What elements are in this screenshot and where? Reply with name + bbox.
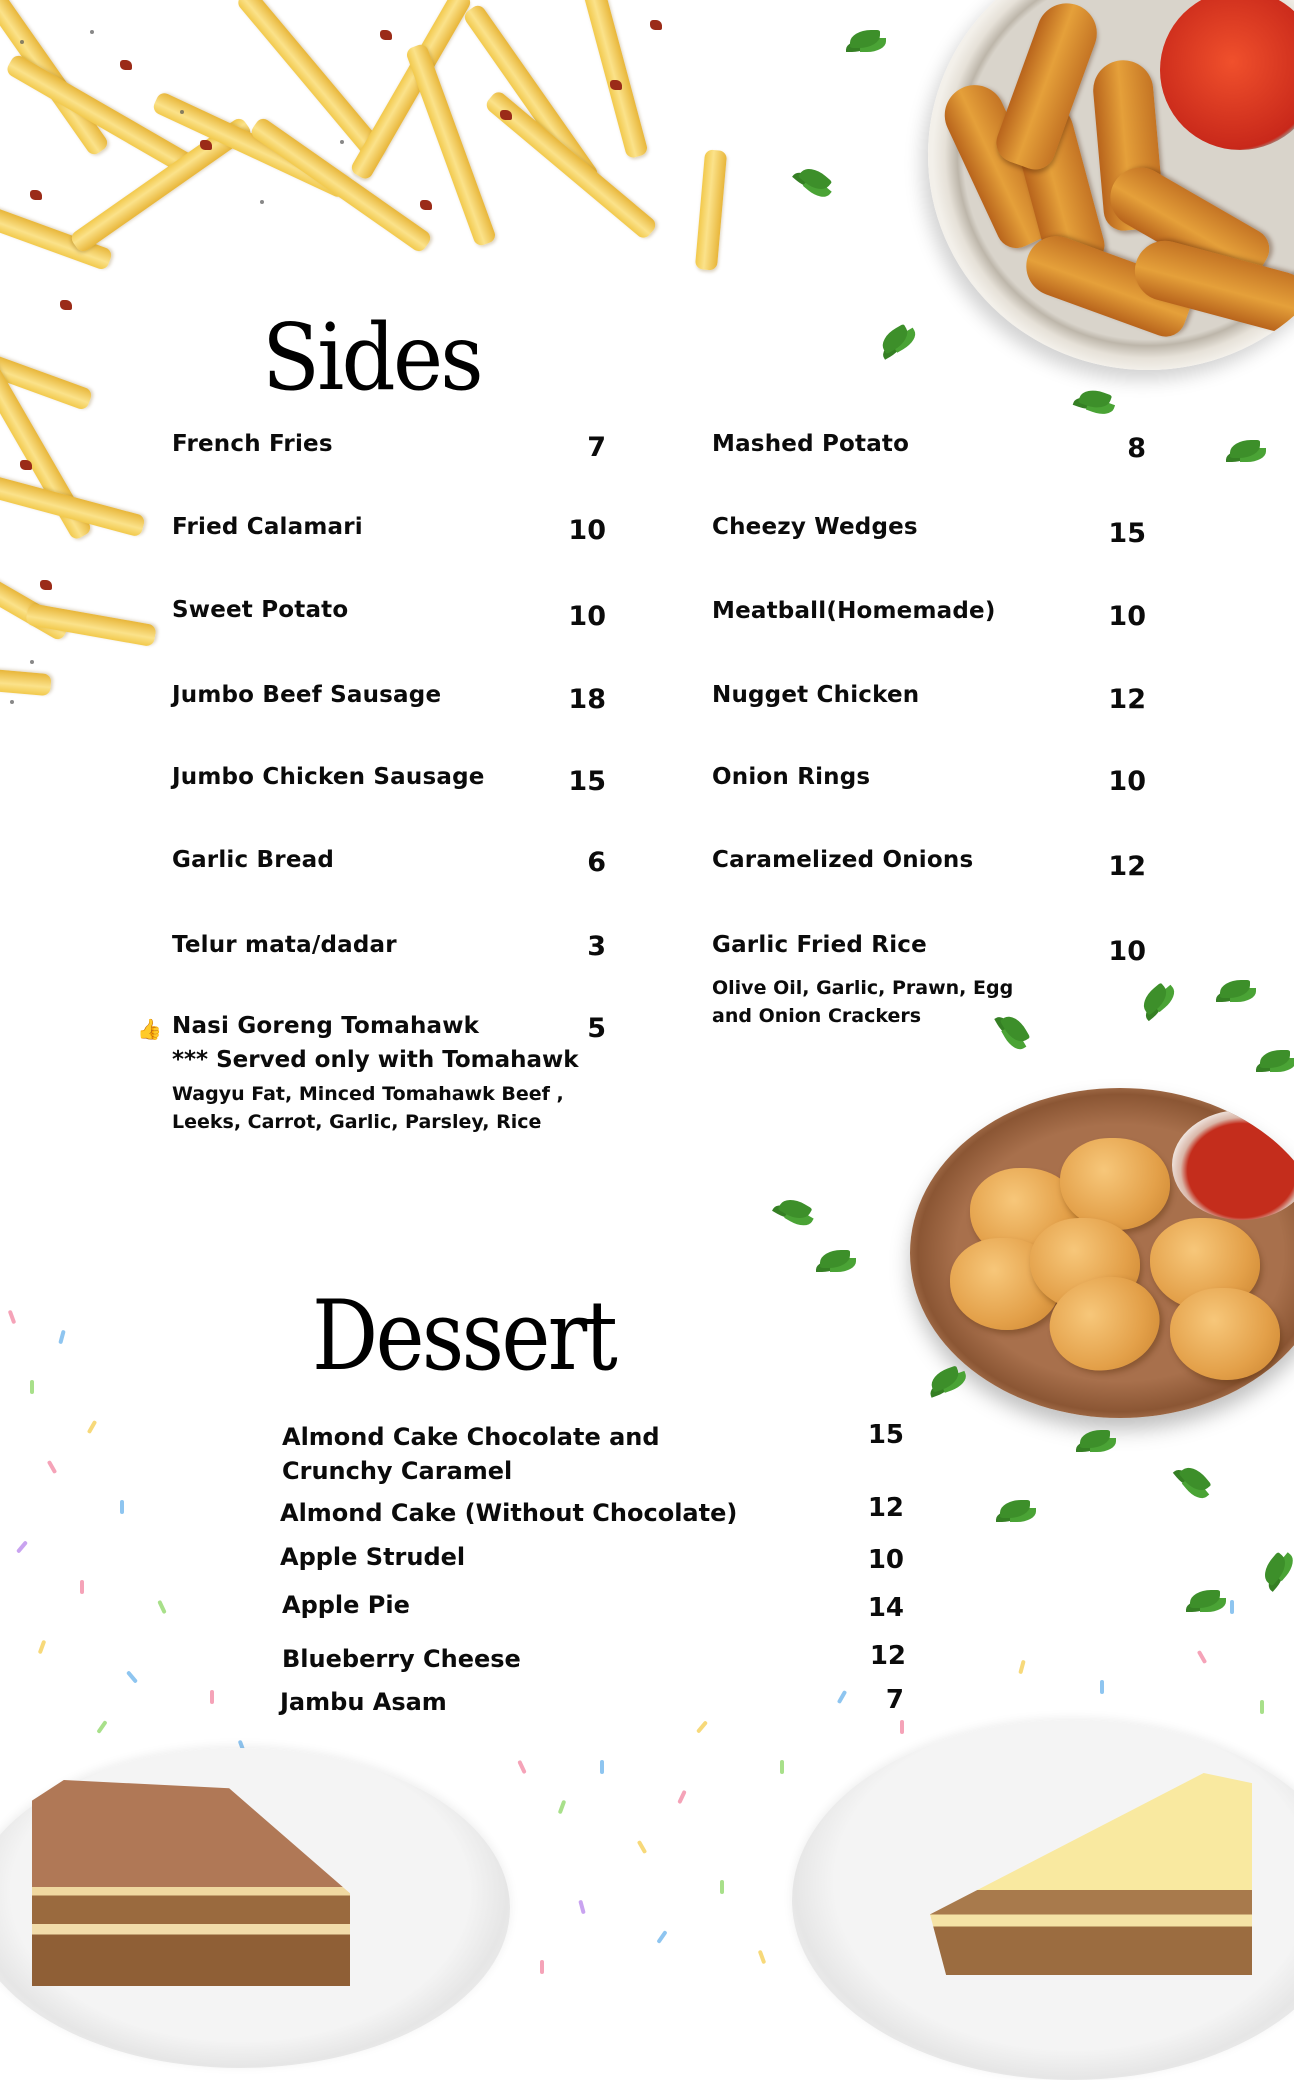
item-price: 15 [867, 1420, 904, 1450]
item-price: 6 [587, 847, 606, 878]
item-name: Onion Rings [712, 764, 871, 790]
item-price: 7 [885, 1685, 904, 1715]
item-name: Garlic Fried Rice [712, 932, 927, 958]
item-name: Jumbo Beef Sausage [172, 682, 442, 708]
ketchup-bowl [1160, 0, 1294, 150]
description-line: Wagyu Fat, Minced Tomahawk Beef , [172, 1083, 564, 1105]
chicken-nuggets-image [910, 1088, 1294, 1418]
item-price: 10 [1108, 766, 1146, 797]
item-price: 8 [1127, 433, 1146, 464]
thumbs-up-icon: 👍 [137, 1017, 162, 1041]
item-price: 10 [867, 1545, 904, 1575]
item-price: 3 [587, 931, 606, 962]
sauce-bowl [1172, 1110, 1294, 1220]
item-price: 12 [1108, 851, 1146, 882]
description-line: Leeks, Carrot, Garlic, Parsley, Rice [172, 1111, 542, 1133]
item-name: Nasi Goreng Tomahawk [172, 1013, 480, 1039]
description-line: Olive Oil, Garlic, Prawn, Egg [712, 977, 1014, 999]
item-price: 12 [867, 1493, 904, 1523]
item-price: 10 [1108, 601, 1146, 632]
item-name: Fried Calamari [172, 514, 363, 540]
item-name: Meatball(Homemade) [712, 598, 996, 624]
item-name: Cheezy Wedges [712, 514, 918, 540]
sides-title: Sides [262, 304, 481, 411]
item-price: 14 [867, 1593, 904, 1623]
item-name: Apple Strudel [280, 1543, 466, 1571]
item-name: Jambu Asam [280, 1688, 447, 1716]
item-price: 10 [568, 601, 606, 632]
item-name-continued: Crunchy Caramel [282, 1457, 513, 1485]
description-line: and Onion Crackers [712, 1005, 922, 1027]
item-name: Almond Cake (Without Chocolate) [280, 1499, 738, 1527]
item-price: 12 [1108, 684, 1146, 715]
potato-wedges-image [928, 0, 1294, 370]
item-price: 12 [869, 1641, 906, 1671]
item-name: Telur mata/dadar [172, 932, 397, 958]
item-name: Jumbo Chicken Sausage [172, 764, 485, 790]
item-price: 5 [587, 1013, 606, 1044]
item-price: 18 [568, 684, 606, 715]
item-description [172, 1080, 564, 1136]
item-price: 15 [1108, 518, 1146, 549]
item-price: 10 [568, 515, 606, 546]
item-note: *** Served only with Tomahawk [172, 1047, 579, 1073]
item-name: Almond Cake Chocolate and [282, 1423, 660, 1451]
item-name: Apple Pie [282, 1591, 410, 1619]
item-name: French Fries [172, 431, 333, 457]
item-name: Garlic Bread [172, 847, 335, 873]
item-name: Mashed Potato [712, 431, 910, 457]
item-name: Nugget Chicken [712, 682, 920, 708]
item-price: 7 [587, 432, 606, 463]
item-name: Blueberry Cheese [282, 1645, 521, 1673]
item-price: 15 [568, 766, 606, 797]
item-name: Caramelized Onions [712, 847, 974, 873]
dessert-title: Dessert [312, 1280, 616, 1392]
item-description [712, 974, 1013, 1030]
item-price: 10 [1108, 936, 1146, 967]
item-name: Sweet Potato [172, 597, 349, 623]
